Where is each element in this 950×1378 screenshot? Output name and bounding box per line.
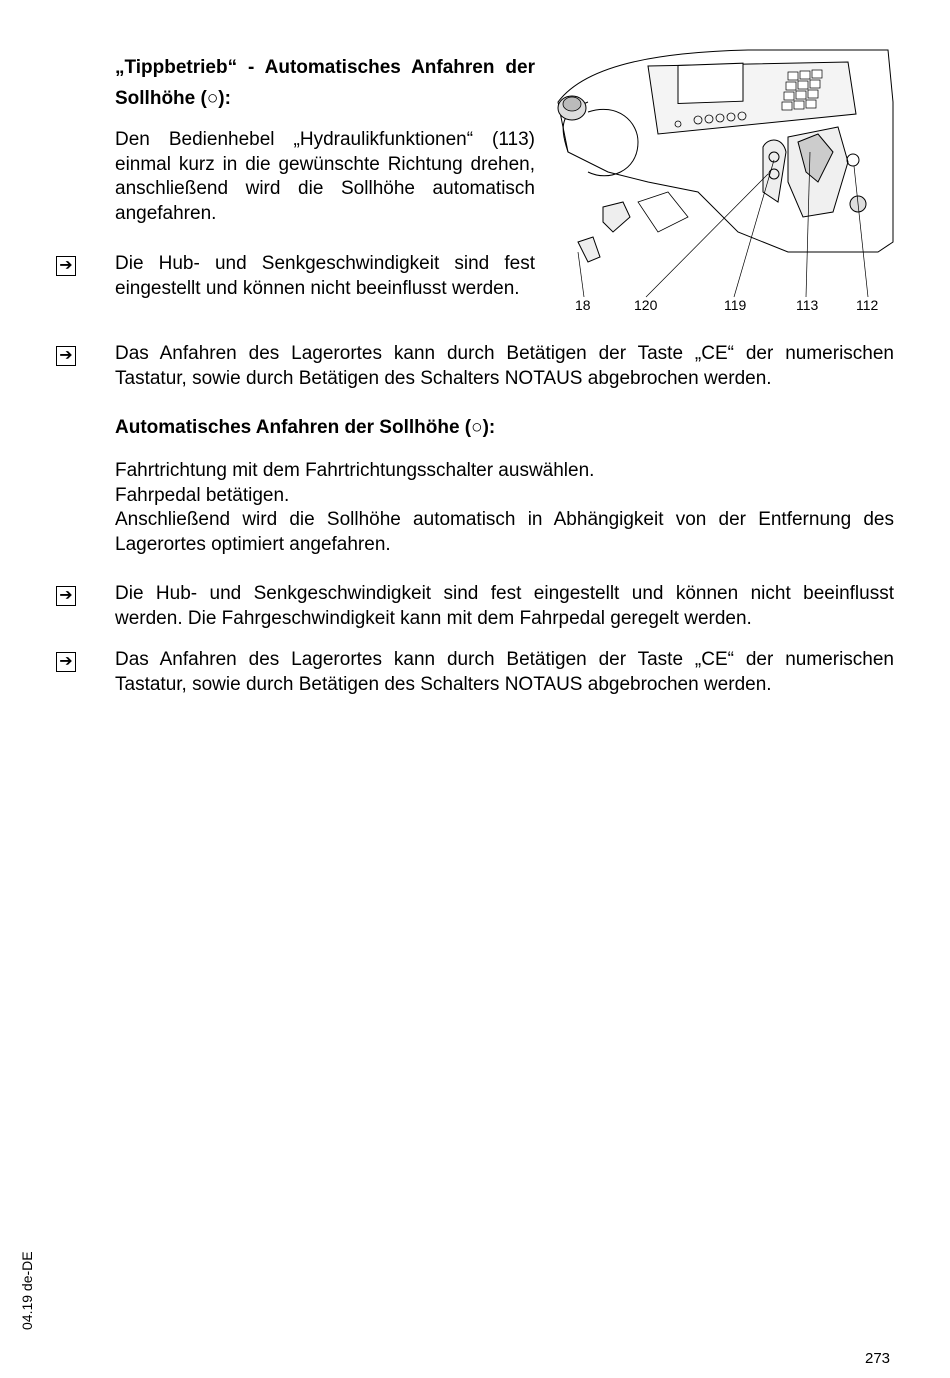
keypad-key <box>782 102 792 110</box>
section2-hint2-block <box>115 648 894 697</box>
section1-paragraph-block <box>115 128 535 226</box>
keypad-key <box>786 82 796 90</box>
section2-step-1: Fahrtrichtung mit dem Fahrtrichtungsschalter auswählen. <box>115 460 595 481</box>
section1-heading: „Tippbetrieb“ - Automatisches Anfahren der Sollhöhe (○): <box>115 57 535 109</box>
keypad-key <box>788 72 798 80</box>
keypad-key <box>798 81 808 89</box>
section1-hint2: Das Anfahren des Lagerortes kann durch Betätigen der Taste „CE“ der numerischen Tastatur, sowie durch Betätigen des Schalters NOTAUS abgebrochen werden. <box>115 343 894 389</box>
keypad-key <box>796 91 806 99</box>
section2-hint1: Die Hub- und Senkgeschwindigkeit sind fest eingestellt und können nicht beeinflusst werden. Die Fahrgeschwindigkeit kann mit dem Fahrpedal geregelt werden. <box>115 583 894 629</box>
section2-step-2: Fahrpedal betätigen. <box>115 484 290 506</box>
section1-hint2-block <box>115 342 894 391</box>
hint-arrow-icon: ➔ <box>56 256 76 276</box>
version-sidebar <box>0 1235 35 1335</box>
keypad-key <box>806 100 816 108</box>
hint-arrow-icon: ➔ <box>56 586 76 606</box>
figure-label-120: 120 <box>634 297 658 313</box>
section1-hint1: Die Hub- und Senkgeschwindigkeit sind fest eingestellt und können nicht beeinflusst werden. <box>115 253 535 299</box>
control-panel-figure <box>548 42 898 302</box>
keypad-key <box>784 92 794 100</box>
keypad-key <box>810 80 820 88</box>
section1-heading-block <box>115 52 535 114</box>
version-label: 04.19 de-DE <box>19 1251 35 1330</box>
keypad-key <box>794 101 804 109</box>
section2-hint2: Das Anfahren des Lagerortes kann durch Betätigen der Taste „CE“ der numerischen Tastatur, sowie durch Betätigen des Schalters NOTAUS abgebrochen werden. <box>115 649 894 695</box>
section2-hint1-block <box>115 582 894 631</box>
section2-step-3: Anschließend wird die Sollhöhe automatisch in Abhängigkeit von der Entfernung des Lagerortes optimiert angefahren. <box>115 509 894 555</box>
keypad-key <box>808 90 818 98</box>
figure-label-18: 18 <box>575 297 591 313</box>
keypad-key <box>812 70 822 78</box>
figure-label-113: 113 <box>796 297 819 313</box>
page-number: 273 <box>865 1350 891 1367</box>
hint-arrow-icon: ➔ <box>56 652 76 672</box>
hint-arrow-icon: ➔ <box>56 346 76 366</box>
section2-heading-block <box>115 412 894 443</box>
section2-steps <box>115 459 894 557</box>
section2-heading: Automatisches Anfahren der Sollhöhe (○): <box>115 417 496 438</box>
section1-hint1-block <box>115 252 535 301</box>
figure-label-112: 112 <box>856 297 879 313</box>
figure-label-119: 119 <box>724 297 747 313</box>
keypad-key <box>800 71 810 79</box>
section1-paragraph: Den Bedienhebel „Hydraulikfunktionen“ (113) einmal kurz in die gewünschte Richtung drehen, anschließend wird die Sollhöhe automatisch angefahren. <box>115 129 535 224</box>
